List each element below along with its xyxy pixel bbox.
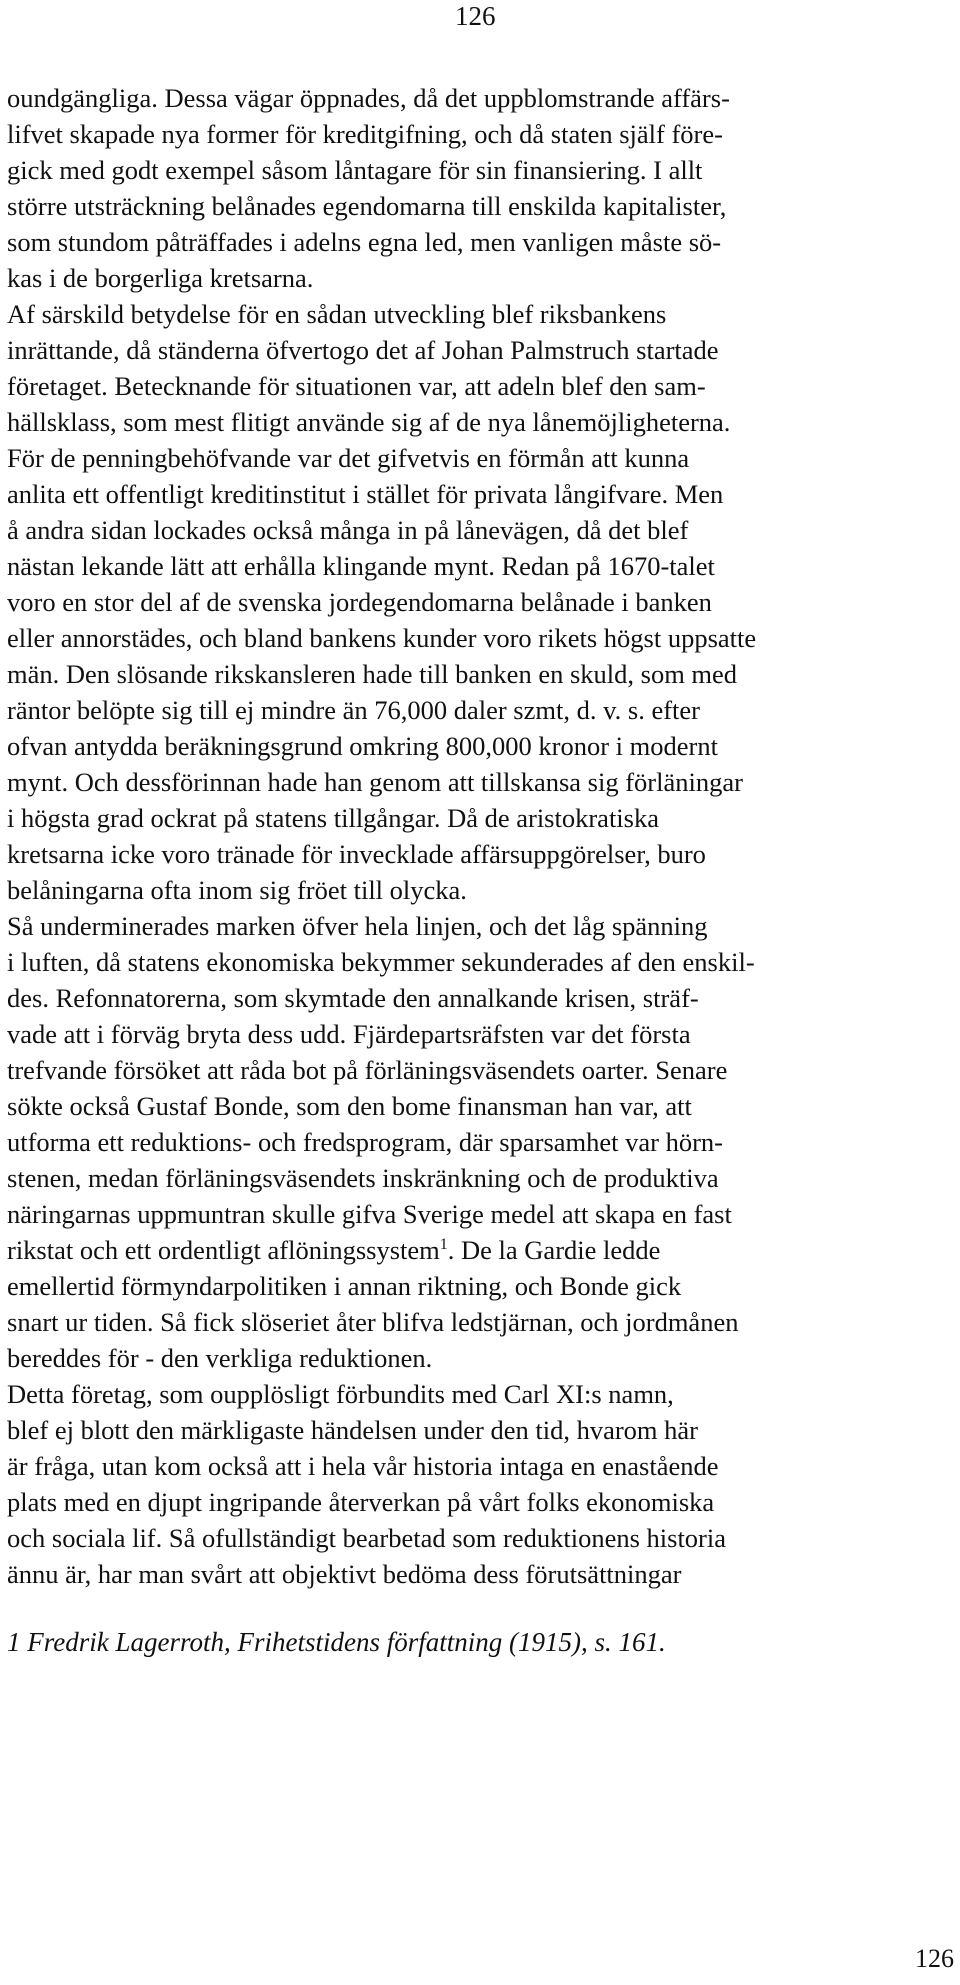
text-line: stenen, medan förläningsväsendets inskränkning och de produktiva <box>7 1163 719 1193</box>
text-line: kas i de borgerliga kretsarna. <box>7 263 314 293</box>
text-line: trefvande försöket att råda bot på förläningsväsendets oarter. Senare <box>7 1055 728 1085</box>
text-line: räntor belöpte sig till ej mindre än 76,000 daler szmt, d. v. s. efter <box>7 695 700 725</box>
text-line: utforma ett reduktions- och fredsprogram, där sparsamhet var hörn- <box>7 1127 723 1157</box>
text-line: gick med godt exempel såsom låntagare för sin finansiering. I allt <box>7 155 703 185</box>
text-line: näringarnas uppmuntran skulle gifva Sverige medel att skapa en fast <box>7 1199 732 1229</box>
text-line: plats med en djupt ingripande återverkan på vårt folks ekonomiska <box>7 1487 715 1517</box>
text-line: oundgängliga. Dessa vägar öppnades, då det uppblomstrande affärs- <box>7 83 730 113</box>
page-number-bottom: 126 <box>915 1944 954 1973</box>
text-line: Så underminerades marken öfver hela linjen, och det låg spänning <box>7 911 708 941</box>
text-line: blef ej blott den märkligaste händelsen under den tid, hvarom här <box>7 1415 698 1445</box>
text-line: hällsklass, som mest flitigt använde sig af de nya lånemöjligheterna. <box>7 407 731 437</box>
text-line: snart ur tiden. Så fick slöseriet åter blifva ledstjärnan, och jordmånen <box>7 1307 739 1337</box>
text-line: nästan lekande lätt att erhålla klingande mynt. Redan på 1670-talet <box>7 551 715 581</box>
text-line: ännu är, har man svårt att objektivt bedöma dess förutsättningar <box>7 1559 682 1589</box>
body-text <box>7 80 907 1592</box>
text-line: Af särskild betydelse för en sådan utveckling blef riksbankens <box>7 299 667 329</box>
text-line: vade att i förväg bryta dess udd. Fjärdepartsräfsten var det första <box>7 1019 691 1049</box>
text-line: Detta företag, som oupplösligt förbundits med Carl XI:s namn, <box>7 1379 674 1409</box>
text-line: mynt. Och dessförinnan hade han genom att tillskansa sig förläningar <box>7 767 743 797</box>
text-line: i högsta grad ockrat på statens tillgångar. Då de aristokratiska <box>7 803 659 833</box>
text-line: och sociala lif. Så ofullständigt bearbetad som reduktionens historia <box>7 1523 727 1553</box>
text-line-start: rikstat och ett ordentligt aflöningssystem <box>7 1235 440 1265</box>
text-line: kretsarna icke voro tränade för invecklade affärsuppgörelser, buro <box>7 839 706 869</box>
text-line: des. Refonnatorerna, som skymtade den annalkande krisen, sträf- <box>7 983 699 1013</box>
page-number-top: 126 <box>455 1 496 31</box>
text-line: större utsträckning belånades egendomarna till enskilda kapitalister, <box>7 191 727 221</box>
text-line: eller annorstädes, och bland bankens kunder voro rikets högst uppsatte <box>7 623 757 653</box>
text-line: bereddes för - den verkliga reduktionen. <box>7 1343 433 1373</box>
text-line: inrättande, då ständerna öfvertogo det af Johan Palmstruch startade <box>7 335 719 365</box>
text-line: voro en stor del af de svenska jordegendomarna belånade i banken <box>7 587 712 617</box>
text-line: å andra sidan lockades också många in på lånevägen, då det blef <box>7 515 689 545</box>
text-line-with-footnote-ref <box>7 1232 907 1268</box>
footnote: 1 Fredrik Lagerroth, Frihetstidens författning (1915), s. 161. <box>7 1627 666 1657</box>
text-line: i luften, då statens ekonomiska bekymmer sekunderades af den enskil- <box>7 947 755 977</box>
text-line-end: . De la Gardie ledde <box>447 1235 661 1265</box>
text-line: lifvet skapade nya former för kreditgifning, och då staten själf före- <box>7 119 723 149</box>
text-line: För de penningbehöfvande var det gifvetvis en förmån att kunna <box>7 443 690 473</box>
text-line: sökte också Gustaf Bonde, som den bome finansman han var, att <box>7 1091 692 1121</box>
text-line: emellertid förmyndarpolitiken i annan riktning, och Bonde gick <box>7 1271 682 1301</box>
footnote-marker: 1 <box>439 1236 448 1254</box>
text-line: män. Den slösande rikskansleren hade till banken en skuld, som med <box>7 659 738 689</box>
text-line: belåningarna ofta inom sig fröet till olycka. <box>7 875 467 905</box>
text-line: företaget. Betecknande för situationen var, att adeln blef den sam- <box>7 371 706 401</box>
text-line: ofvan antydda beräkningsgrund omkring 800,000 kronor i modernt <box>7 731 718 761</box>
text-line: som stundom påträffades i adelns egna led, men vanligen måste sö- <box>7 227 722 257</box>
text-line: anlita ett offentligt kreditinstitut i stället för privata långifvare. Men <box>7 479 724 509</box>
text-line: är fråga, utan kom också att i hela vår historia intaga en enastående <box>7 1451 719 1481</box>
